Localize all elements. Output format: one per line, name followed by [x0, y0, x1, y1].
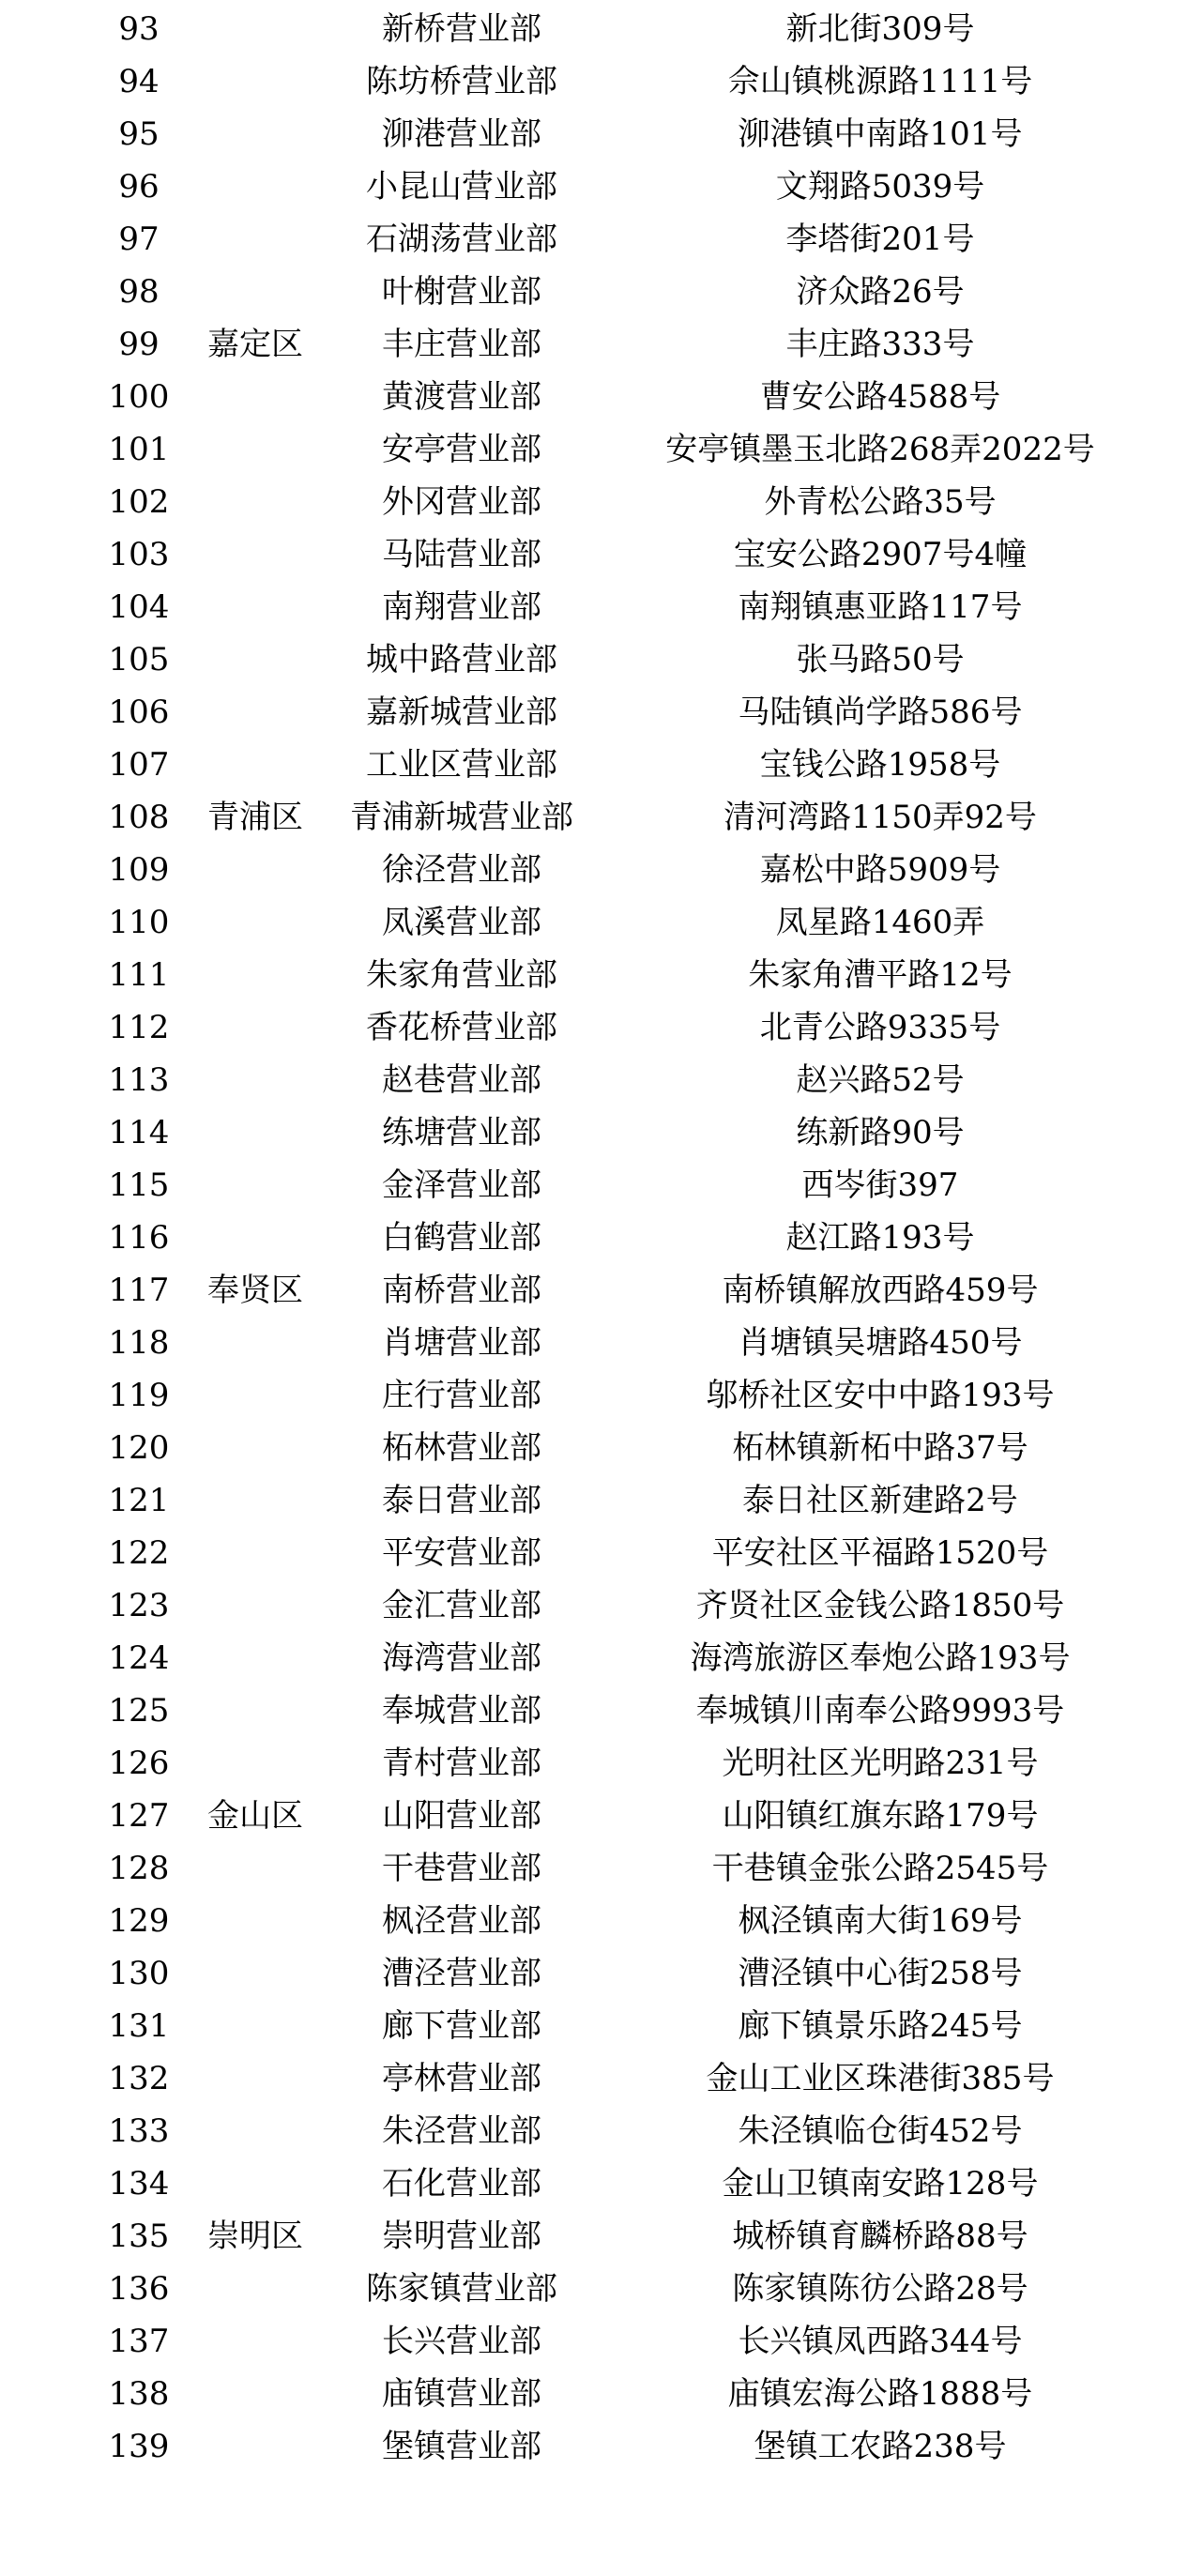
row-number: 138	[108, 2375, 170, 2413]
address-cell: 堡镇工农路238号	[754, 2428, 1007, 2465]
table-row	[0, 1790, 1203, 1842]
branch-address-table	[0, 3, 1203, 2473]
table-row	[0, 1527, 1203, 1579]
row-number: 102	[108, 483, 170, 521]
row-number: 133	[108, 2112, 170, 2150]
table-row	[0, 2052, 1203, 2105]
table-row	[0, 213, 1203, 266]
row-number: 122	[108, 1534, 170, 1572]
address-cell: 凤星路1460弄	[775, 904, 985, 941]
row-number: 110	[108, 904, 170, 941]
row-number: 113	[108, 1061, 170, 1099]
department-cell: 丰庄营业部	[382, 326, 541, 363]
row-number: 114	[108, 1114, 170, 1151]
address-cell: 佘山镇桃源路1111号	[727, 63, 1033, 100]
department-cell: 外冈营业部	[382, 483, 541, 521]
row-number: 120	[108, 1429, 170, 1467]
department-cell: 朱泾营业部	[382, 2112, 541, 2150]
table-row	[0, 1264, 1203, 1317]
table-row	[0, 2420, 1203, 2473]
row-number: 107	[108, 746, 170, 784]
table-row	[0, 844, 1203, 896]
row-number: 93	[118, 10, 160, 48]
row-number: 106	[108, 694, 170, 731]
table-row	[0, 1212, 1203, 1264]
table-row	[0, 108, 1203, 160]
table-row	[0, 2000, 1203, 2052]
table-row	[0, 581, 1203, 633]
table-row	[0, 949, 1203, 1001]
department-cell: 朱家角营业部	[366, 956, 557, 994]
department-cell: 城中路营业部	[366, 641, 557, 678]
row-number: 132	[108, 2060, 170, 2097]
table-row	[0, 686, 1203, 739]
department-cell: 嘉新城营业部	[366, 694, 557, 731]
department-cell: 平安营业部	[382, 1534, 541, 1572]
department-cell: 石化营业部	[382, 2165, 541, 2203]
department-cell: 泰日营业部	[382, 1482, 541, 1519]
table-row	[0, 1106, 1203, 1159]
department-cell: 赵巷营业部	[382, 1061, 541, 1099]
department-cell: 青村营业部	[382, 1745, 541, 1782]
address-cell: 金山卫镇南安路128号	[722, 2165, 1039, 2203]
table-row	[0, 1737, 1203, 1790]
department-cell: 泖港营业部	[382, 115, 541, 153]
row-number: 97	[118, 221, 160, 258]
address-cell: 枫泾镇南大街169号	[738, 1902, 1023, 1940]
department-cell: 陈家镇营业部	[366, 2270, 557, 2308]
row-number: 116	[108, 1219, 170, 1257]
table-row	[0, 1369, 1203, 1422]
address-cell: 文翔路5039号	[775, 168, 985, 206]
department-cell: 练塘营业部	[382, 1114, 541, 1151]
row-number: 137	[108, 2323, 170, 2360]
address-cell: 平安社区平福路1520号	[711, 1534, 1049, 1572]
row-number: 105	[108, 641, 170, 678]
address-cell: 嘉松中路5909号	[759, 851, 1001, 889]
row-number: 136	[108, 2270, 170, 2308]
row-number: 125	[108, 1692, 170, 1730]
department-cell: 黄渡营业部	[382, 378, 541, 416]
row-number: 98	[118, 273, 160, 311]
address-cell: 赵江路193号	[785, 1219, 975, 1257]
address-cell: 漕泾镇中心街258号	[738, 1955, 1023, 1992]
row-number: 126	[108, 1745, 170, 1782]
address-cell: 金山工业区珠港街385号	[706, 2060, 1055, 2097]
table-row	[0, 2315, 1203, 2368]
department-cell: 亭林营业部	[382, 2060, 541, 2097]
table-row	[0, 1159, 1203, 1212]
address-cell: 陈家镇陈彷公路28号	[732, 2270, 1028, 2308]
department-cell: 新桥营业部	[382, 10, 541, 48]
address-cell: 廊下镇景乐路245号	[738, 2007, 1023, 2045]
table-row	[0, 266, 1203, 318]
row-number: 100	[108, 378, 170, 416]
address-cell: 李塔街201号	[785, 221, 975, 258]
department-cell: 陈坊桥营业部	[366, 63, 557, 100]
row-number: 135	[108, 2218, 170, 2255]
address-cell: 光明社区光明路231号	[722, 1745, 1039, 1782]
row-number: 103	[108, 536, 170, 573]
department-cell: 海湾营业部	[382, 1639, 541, 1677]
address-cell: 山阳镇红旗东路179号	[722, 1797, 1039, 1835]
row-number: 101	[108, 431, 170, 468]
district-cell: 奉贤区	[207, 1272, 303, 1309]
address-cell: 柘林镇新柘中路37号	[732, 1429, 1028, 1467]
address-cell: 肖塘镇吴塘路450号	[738, 1324, 1023, 1362]
department-cell: 金汇营业部	[382, 1587, 541, 1624]
table-row	[0, 1842, 1203, 1895]
department-cell: 马陆营业部	[382, 536, 541, 573]
table-row	[0, 476, 1203, 528]
department-cell: 枫泾营业部	[382, 1902, 541, 1940]
address-cell: 齐贤社区金钱公路1850号	[695, 1587, 1065, 1624]
address-cell: 奉城镇川南奉公路9993号	[695, 1692, 1065, 1730]
table-row	[0, 2368, 1203, 2420]
district-cell: 嘉定区	[207, 326, 303, 363]
address-cell: 练新路90号	[796, 1114, 965, 1151]
table-row	[0, 2210, 1203, 2263]
row-number: 119	[108, 1377, 170, 1414]
department-cell: 庄行营业部	[382, 1377, 541, 1414]
department-cell: 漕泾营业部	[382, 1955, 541, 1992]
department-cell: 廊下营业部	[382, 2007, 541, 2045]
department-cell: 柘林营业部	[382, 1429, 541, 1467]
address-cell: 南桥镇解放西路459号	[722, 1272, 1039, 1309]
address-cell: 宝安公路2907号4幢	[733, 536, 1028, 573]
address-cell: 丰庄路333号	[785, 326, 975, 363]
address-cell: 宝钱公路1958号	[759, 746, 1001, 784]
address-cell: 朱泾镇临仓街452号	[738, 2112, 1023, 2150]
table-row	[0, 1317, 1203, 1369]
table-row	[0, 1422, 1203, 1474]
table-row	[0, 1474, 1203, 1527]
department-cell: 南翔营业部	[382, 588, 541, 626]
department-cell: 安亭营业部	[382, 431, 541, 468]
row-number: 109	[108, 851, 170, 889]
department-cell: 小昆山营业部	[366, 168, 557, 206]
department-cell: 徐泾营业部	[382, 851, 541, 889]
department-cell: 肖塘营业部	[382, 1324, 541, 1362]
row-number: 115	[108, 1166, 170, 1204]
row-number: 121	[108, 1482, 170, 1519]
department-cell: 崇明营业部	[382, 2218, 541, 2255]
address-cell: 清河湾路1150弄92号	[723, 799, 1037, 836]
address-cell: 泖港镇中南路101号	[738, 115, 1023, 153]
department-cell: 凤溪营业部	[382, 904, 541, 941]
address-cell: 外青松公路35号	[764, 483, 997, 521]
row-number: 129	[108, 1902, 170, 1940]
table-row	[0, 2105, 1203, 2157]
department-cell: 干巷营业部	[382, 1850, 541, 1887]
row-number: 104	[108, 588, 170, 626]
table-row	[0, 1054, 1203, 1106]
table-row	[0, 3, 1203, 55]
row-number: 108	[108, 799, 170, 836]
row-number: 112	[108, 1009, 170, 1046]
row-number: 134	[108, 2165, 170, 2203]
row-number: 131	[108, 2007, 170, 2045]
department-cell: 叶榭营业部	[382, 273, 541, 311]
department-cell: 青浦新城营业部	[350, 799, 573, 836]
department-cell: 山阳营业部	[382, 1797, 541, 1835]
row-number: 96	[118, 168, 160, 206]
row-number: 128	[108, 1850, 170, 1887]
row-number: 139	[108, 2428, 170, 2465]
address-cell: 西岑街397	[801, 1166, 959, 1204]
table-row	[0, 633, 1203, 686]
address-cell: 赵兴路52号	[796, 1061, 965, 1099]
table-row	[0, 2157, 1203, 2210]
district-cell: 青浦区	[207, 799, 303, 836]
address-cell: 安亭镇墨玉北路268弄2022号	[665, 431, 1095, 468]
address-cell: 朱家角漕平路12号	[748, 956, 1013, 994]
table-row	[0, 55, 1203, 108]
row-number: 111	[108, 956, 170, 994]
district-cell: 崇明区	[207, 2218, 303, 2255]
address-cell: 马陆镇尚学路586号	[738, 694, 1023, 731]
table-row	[0, 1579, 1203, 1632]
table-row	[0, 2263, 1203, 2315]
address-cell: 张马路50号	[796, 641, 965, 678]
address-cell: 曹安公路4588号	[759, 378, 1001, 416]
row-number: 99	[118, 326, 160, 363]
table-row	[0, 1895, 1203, 1947]
row-number: 127	[108, 1797, 170, 1835]
table-row	[0, 739, 1203, 791]
department-cell: 白鹤营业部	[382, 1219, 541, 1257]
row-number: 117	[108, 1272, 170, 1309]
row-number: 118	[108, 1324, 170, 1362]
table-row	[0, 896, 1203, 949]
department-cell: 金泽营业部	[382, 1166, 541, 1204]
table-row	[0, 371, 1203, 423]
department-cell: 长兴营业部	[382, 2323, 541, 2360]
table-row	[0, 528, 1203, 581]
table-row	[0, 1684, 1203, 1737]
table-row	[0, 791, 1203, 844]
row-number: 123	[108, 1587, 170, 1624]
address-cell: 泰日社区新建路2号	[742, 1482, 1018, 1519]
row-number: 94	[118, 63, 160, 100]
table-row	[0, 318, 1203, 371]
address-cell: 北青公路9335号	[759, 1009, 1001, 1046]
table-row	[0, 1632, 1203, 1684]
district-cell: 金山区	[207, 1797, 303, 1835]
table-row	[0, 160, 1203, 213]
row-number: 130	[108, 1955, 170, 1992]
row-number: 95	[118, 115, 160, 153]
department-cell: 石湖荡营业部	[366, 221, 557, 258]
address-cell: 新北街309号	[785, 10, 975, 48]
department-cell: 堡镇营业部	[382, 2428, 541, 2465]
address-cell: 南翔镇惠亚路117号	[738, 588, 1023, 626]
department-cell: 庙镇营业部	[382, 2375, 541, 2413]
table-row	[0, 1001, 1203, 1054]
table-row	[0, 423, 1203, 476]
address-cell: 邬桥社区安中中路193号	[706, 1377, 1055, 1414]
department-cell: 南桥营业部	[382, 1272, 541, 1309]
address-cell: 长兴镇凤西路344号	[738, 2323, 1023, 2360]
department-cell: 香花桥营业部	[366, 1009, 557, 1046]
address-cell: 城桥镇育麟桥路88号	[732, 2218, 1028, 2255]
address-cell: 济众路26号	[796, 273, 965, 311]
address-cell: 海湾旅游区奉炮公路193号	[690, 1639, 1071, 1677]
department-cell: 奉城营业部	[382, 1692, 541, 1730]
address-cell: 庙镇宏海公路1888号	[727, 2375, 1033, 2413]
department-cell: 工业区营业部	[366, 746, 557, 784]
address-cell: 干巷镇金张公路2545号	[711, 1850, 1049, 1887]
row-number: 124	[108, 1639, 170, 1677]
table-row	[0, 1947, 1203, 2000]
